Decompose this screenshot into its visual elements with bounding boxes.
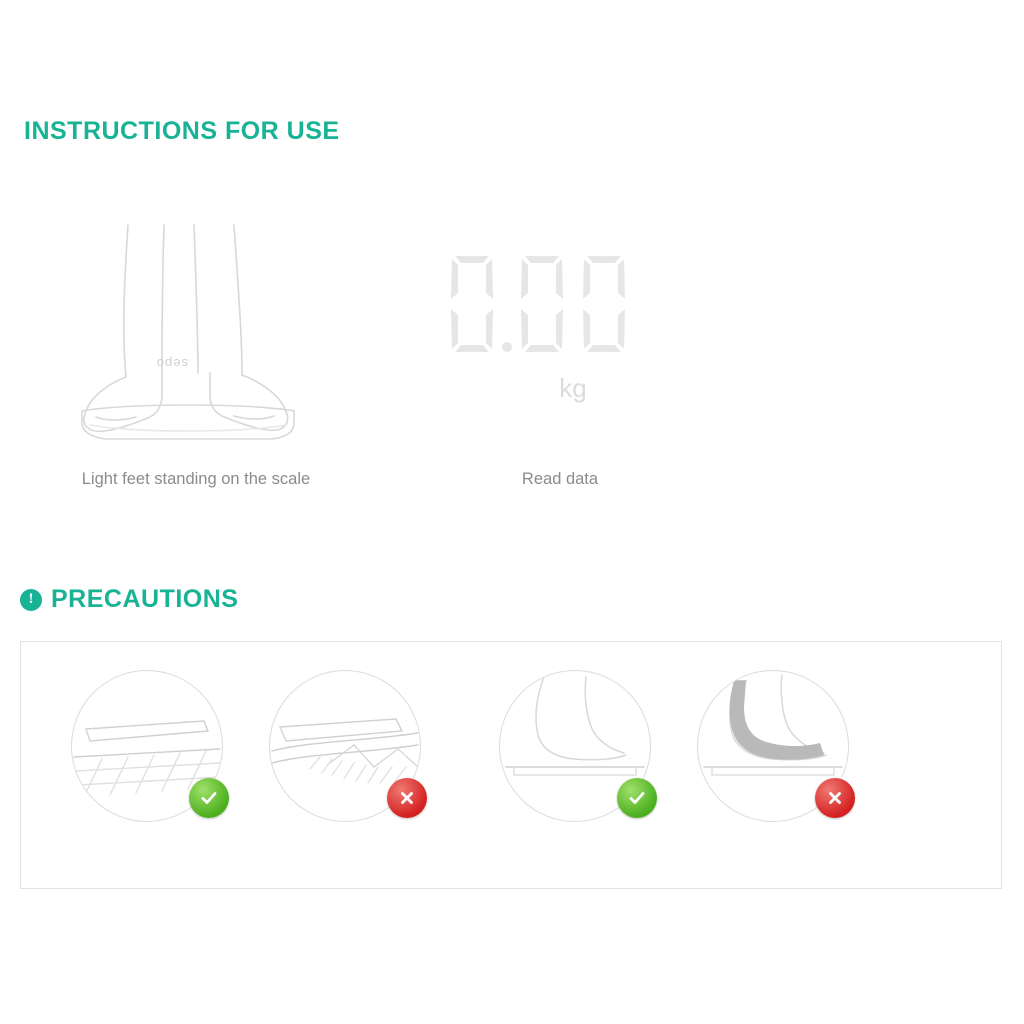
precaution-items	[21, 642, 1001, 888]
status-badge-no	[387, 778, 427, 818]
svg-text:sepo: sepo	[155, 356, 188, 371]
step-caption: Read data	[521, 470, 599, 488]
steps-row	[0, 215, 1024, 515]
precautions-title: PRECAUTIONS	[51, 585, 239, 613]
status-badge-ok	[189, 778, 229, 818]
precaution-item-bare-foot	[499, 670, 649, 820]
exclamation-circle-icon: !	[20, 589, 42, 611]
svg-text:kg: kg	[559, 373, 587, 403]
precaution-item-hard-floor	[71, 670, 221, 820]
instructions-title: INSTRUCTIONS FOR USE	[24, 117, 340, 145]
seven-segment-display	[410, 215, 710, 445]
precaution-item-sock-foot	[697, 670, 847, 820]
feet-on-scale-illustration	[46, 215, 346, 445]
precaution-item-carpet	[269, 670, 419, 820]
status-badge-ok	[617, 778, 657, 818]
precautions-header	[20, 585, 238, 614]
step-read-data	[410, 215, 710, 489]
step-feet-on-scale	[46, 215, 346, 489]
step-caption: Light feet standing on the scale	[81, 470, 311, 488]
precautions-panel	[20, 641, 1002, 889]
status-badge-no	[815, 778, 855, 818]
